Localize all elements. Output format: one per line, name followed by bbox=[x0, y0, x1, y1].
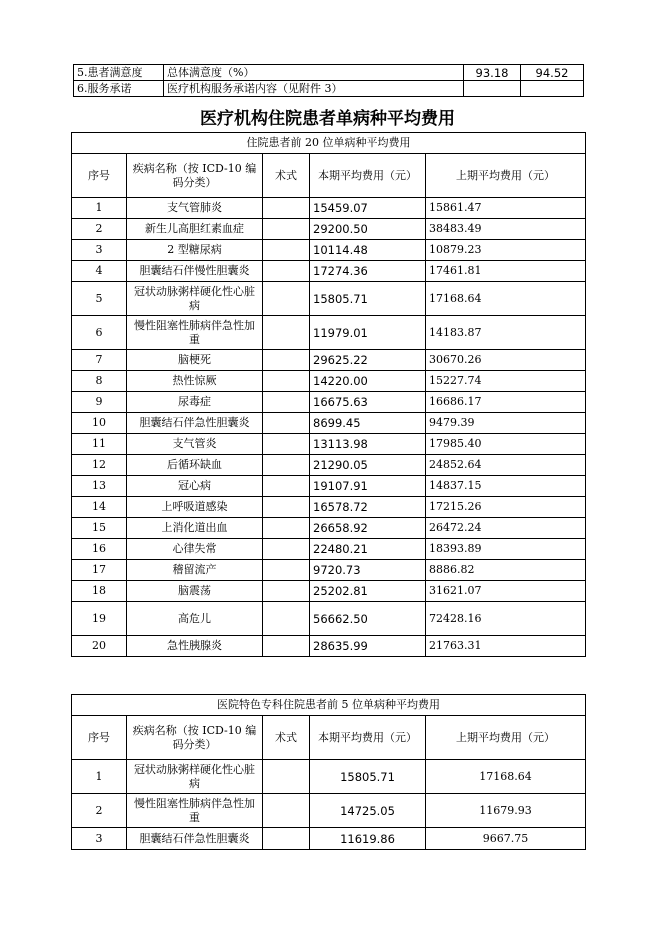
table-row bbox=[72, 602, 586, 636]
row-disease: 冠状动脉粥样硬化性心脏病 bbox=[127, 282, 263, 316]
row-no: 1 bbox=[72, 760, 127, 794]
row-no: 11 bbox=[72, 434, 127, 455]
row-previous-cost: 21763.31 bbox=[426, 636, 586, 657]
header-previous: 上期平均费用（元） bbox=[426, 154, 586, 198]
row-no: 5 bbox=[72, 282, 127, 316]
row-current-cost: 14220.00 bbox=[310, 371, 426, 392]
row-previous-cost: 10879.23 bbox=[426, 240, 586, 261]
row-current-cost: 22480.21 bbox=[310, 539, 426, 560]
row-label: 6.服务承诺 bbox=[74, 81, 164, 97]
header-surgery: 术式 bbox=[263, 154, 310, 198]
table-row bbox=[72, 636, 586, 657]
row-current-cost: 11619.86 bbox=[310, 828, 426, 850]
row-no: 17 bbox=[72, 560, 127, 581]
row-no: 14 bbox=[72, 497, 127, 518]
row-surgery bbox=[263, 392, 310, 413]
row-current-cost: 15459.07 bbox=[310, 198, 426, 219]
table-row bbox=[72, 316, 586, 350]
row-no: 12 bbox=[72, 455, 127, 476]
row-previous-cost: 15227.74 bbox=[426, 371, 586, 392]
row-no: 18 bbox=[72, 581, 127, 602]
row-surgery bbox=[263, 219, 310, 240]
row-current-cost: 14725.05 bbox=[310, 794, 426, 828]
row-no: 8 bbox=[72, 371, 127, 392]
table-row bbox=[74, 81, 584, 97]
row-no: 2 bbox=[72, 794, 127, 828]
row-current-cost: 25202.81 bbox=[310, 581, 426, 602]
row-previous-cost: 14183.87 bbox=[426, 316, 586, 350]
table-row bbox=[72, 240, 586, 261]
row-previous-cost: 11679.93 bbox=[426, 794, 586, 828]
row-disease: 2 型糖尿病 bbox=[127, 240, 263, 261]
row-current-cost: 29625.22 bbox=[310, 350, 426, 371]
table-row bbox=[72, 794, 586, 828]
table-row bbox=[72, 413, 586, 434]
row-value-previous: 94.52 bbox=[521, 65, 584, 81]
table-row bbox=[74, 65, 584, 81]
row-disease: 脑震荡 bbox=[127, 581, 263, 602]
row-disease: 支气管炎 bbox=[127, 434, 263, 455]
row-surgery bbox=[263, 434, 310, 455]
row-surgery bbox=[263, 455, 310, 476]
table-row bbox=[72, 497, 586, 518]
row-previous-cost: 72428.16 bbox=[426, 602, 586, 636]
table-row bbox=[72, 261, 586, 282]
row-previous-cost: 14837.15 bbox=[426, 476, 586, 497]
header-previous: 上期平均费用（元） bbox=[426, 716, 586, 760]
row-no: 3 bbox=[72, 828, 127, 850]
row-surgery bbox=[263, 602, 310, 636]
row-current-cost: 15805.71 bbox=[310, 760, 426, 794]
table-row bbox=[72, 350, 586, 371]
row-disease: 心律失常 bbox=[127, 539, 263, 560]
row-disease: 脑梗死 bbox=[127, 350, 263, 371]
row-disease: 稽留流产 bbox=[127, 560, 263, 581]
row-surgery bbox=[263, 371, 310, 392]
row-previous-cost: 8886.82 bbox=[426, 560, 586, 581]
row-disease: 胆囊结石伴急性胆囊炎 bbox=[127, 413, 263, 434]
row-surgery bbox=[263, 539, 310, 560]
row-label: 5.患者满意度 bbox=[74, 65, 164, 81]
row-no: 20 bbox=[72, 636, 127, 657]
row-disease: 支气管肺炎 bbox=[127, 198, 263, 219]
row-surgery bbox=[263, 518, 310, 539]
row-no: 9 bbox=[72, 392, 127, 413]
row-previous-cost: 17215.26 bbox=[426, 497, 586, 518]
header-no: 序号 bbox=[72, 154, 127, 198]
row-surgery bbox=[263, 497, 310, 518]
row-no: 3 bbox=[72, 240, 127, 261]
row-no: 7 bbox=[72, 350, 127, 371]
row-current-cost: 10114.48 bbox=[310, 240, 426, 261]
row-current-cost: 21290.05 bbox=[310, 455, 426, 476]
row-value-current bbox=[464, 81, 521, 97]
row-disease: 慢性阻塞性肺病伴急性加重 bbox=[127, 794, 263, 828]
row-disease: 新生儿高胆红素血症 bbox=[127, 219, 263, 240]
row-surgery bbox=[263, 636, 310, 657]
table-row bbox=[72, 476, 586, 497]
row-surgery bbox=[263, 316, 310, 350]
header-disease: 疾病名称（按 ICD-10 编码分类） bbox=[127, 154, 263, 198]
row-disease: 胆囊结石伴急性胆囊炎 bbox=[127, 828, 263, 850]
row-no: 15 bbox=[72, 518, 127, 539]
table-row bbox=[72, 581, 586, 602]
row-disease: 上消化道出血 bbox=[127, 518, 263, 539]
row-desc: 医疗机构服务承诺内容（见附件 3） bbox=[164, 81, 464, 97]
row-surgery bbox=[263, 198, 310, 219]
table-row bbox=[72, 371, 586, 392]
row-current-cost: 17274.36 bbox=[310, 261, 426, 282]
header-disease: 疾病名称（按 ICD-10 编码分类） bbox=[127, 716, 263, 760]
row-no: 16 bbox=[72, 539, 127, 560]
table-row bbox=[72, 455, 586, 476]
row-current-cost: 8699.45 bbox=[310, 413, 426, 434]
row-surgery bbox=[263, 828, 310, 850]
row-disease: 冠状动脉粥样硬化性心脏病 bbox=[127, 760, 263, 794]
row-previous-cost: 17985.40 bbox=[426, 434, 586, 455]
row-current-cost: 56662.50 bbox=[310, 602, 426, 636]
row-surgery bbox=[263, 350, 310, 371]
row-current-cost: 13113.98 bbox=[310, 434, 426, 455]
header-current: 本期平均费用（元） bbox=[310, 154, 426, 198]
row-current-cost: 19107.91 bbox=[310, 476, 426, 497]
row-disease: 急性胰腺炎 bbox=[127, 636, 263, 657]
row-no: 10 bbox=[72, 413, 127, 434]
table-row bbox=[72, 219, 586, 240]
row-no: 19 bbox=[72, 602, 127, 636]
row-disease: 上呼吸道感染 bbox=[127, 497, 263, 518]
row-current-cost: 26658.92 bbox=[310, 518, 426, 539]
row-surgery bbox=[263, 794, 310, 828]
row-previous-cost: 31621.07 bbox=[426, 581, 586, 602]
satisfaction-table bbox=[73, 64, 584, 97]
row-previous-cost: 17168.64 bbox=[426, 760, 586, 794]
row-disease: 热性惊厥 bbox=[127, 371, 263, 392]
row-value-previous bbox=[521, 81, 584, 97]
table-row bbox=[72, 434, 586, 455]
table-row bbox=[72, 198, 586, 219]
row-disease: 尿毒症 bbox=[127, 392, 263, 413]
row-current-cost: 9720.73 bbox=[310, 560, 426, 581]
row-surgery bbox=[263, 581, 310, 602]
row-no: 4 bbox=[72, 261, 127, 282]
page-title: 医疗机构住院患者单病种平均费用 bbox=[200, 109, 455, 129]
table-row bbox=[72, 760, 586, 794]
table-row bbox=[72, 518, 586, 539]
row-current-cost: 16578.72 bbox=[310, 497, 426, 518]
row-value-current: 93.18 bbox=[464, 65, 521, 81]
row-disease: 后循环缺血 bbox=[127, 455, 263, 476]
row-no: 6 bbox=[72, 316, 127, 350]
row-desc: 总体满意度（%） bbox=[164, 65, 464, 81]
row-no: 13 bbox=[72, 476, 127, 497]
row-surgery bbox=[263, 261, 310, 282]
row-previous-cost: 18393.89 bbox=[426, 539, 586, 560]
row-previous-cost: 17461.81 bbox=[426, 261, 586, 282]
row-disease: 高危儿 bbox=[127, 602, 263, 636]
row-current-cost: 28635.99 bbox=[310, 636, 426, 657]
header-surgery: 术式 bbox=[263, 716, 310, 760]
row-previous-cost: 26472.24 bbox=[426, 518, 586, 539]
row-surgery bbox=[263, 282, 310, 316]
table-row bbox=[72, 282, 586, 316]
row-current-cost: 11979.01 bbox=[310, 316, 426, 350]
row-previous-cost: 9667.75 bbox=[426, 828, 586, 850]
row-previous-cost: 38483.49 bbox=[426, 219, 586, 240]
row-previous-cost: 24852.64 bbox=[426, 455, 586, 476]
row-current-cost: 29200.50 bbox=[310, 219, 426, 240]
header-no: 序号 bbox=[72, 716, 127, 760]
table-header bbox=[72, 154, 586, 198]
row-previous-cost: 9479.39 bbox=[426, 413, 586, 434]
row-disease: 慢性阻塞性肺病伴急性加重 bbox=[127, 316, 263, 350]
table-row bbox=[72, 539, 586, 560]
table-header bbox=[72, 716, 586, 760]
table-caption: 住院患者前 20 位单病种平均费用 bbox=[72, 133, 586, 154]
row-previous-cost: 15861.47 bbox=[426, 198, 586, 219]
row-current-cost: 16675.63 bbox=[310, 392, 426, 413]
table-caption: 医院特色专科住院患者前 5 位单病种平均费用 bbox=[72, 695, 586, 716]
row-no: 2 bbox=[72, 219, 127, 240]
row-surgery bbox=[263, 240, 310, 261]
row-current-cost: 15805.71 bbox=[310, 282, 426, 316]
row-surgery bbox=[263, 413, 310, 434]
table-row bbox=[72, 828, 586, 850]
row-surgery bbox=[263, 476, 310, 497]
row-previous-cost: 17168.64 bbox=[426, 282, 586, 316]
top20-cost-table bbox=[71, 132, 586, 657]
row-previous-cost: 30670.26 bbox=[426, 350, 586, 371]
row-disease: 胆囊结石伴慢性胆囊炎 bbox=[127, 261, 263, 282]
table-row bbox=[72, 560, 586, 581]
row-surgery bbox=[263, 560, 310, 581]
specialty-cost-table bbox=[71, 694, 586, 850]
row-previous-cost: 16686.17 bbox=[426, 392, 586, 413]
header-current: 本期平均费用（元） bbox=[310, 716, 426, 760]
table-row bbox=[72, 392, 586, 413]
row-disease: 冠心病 bbox=[127, 476, 263, 497]
row-surgery bbox=[263, 760, 310, 794]
row-no: 1 bbox=[72, 198, 127, 219]
